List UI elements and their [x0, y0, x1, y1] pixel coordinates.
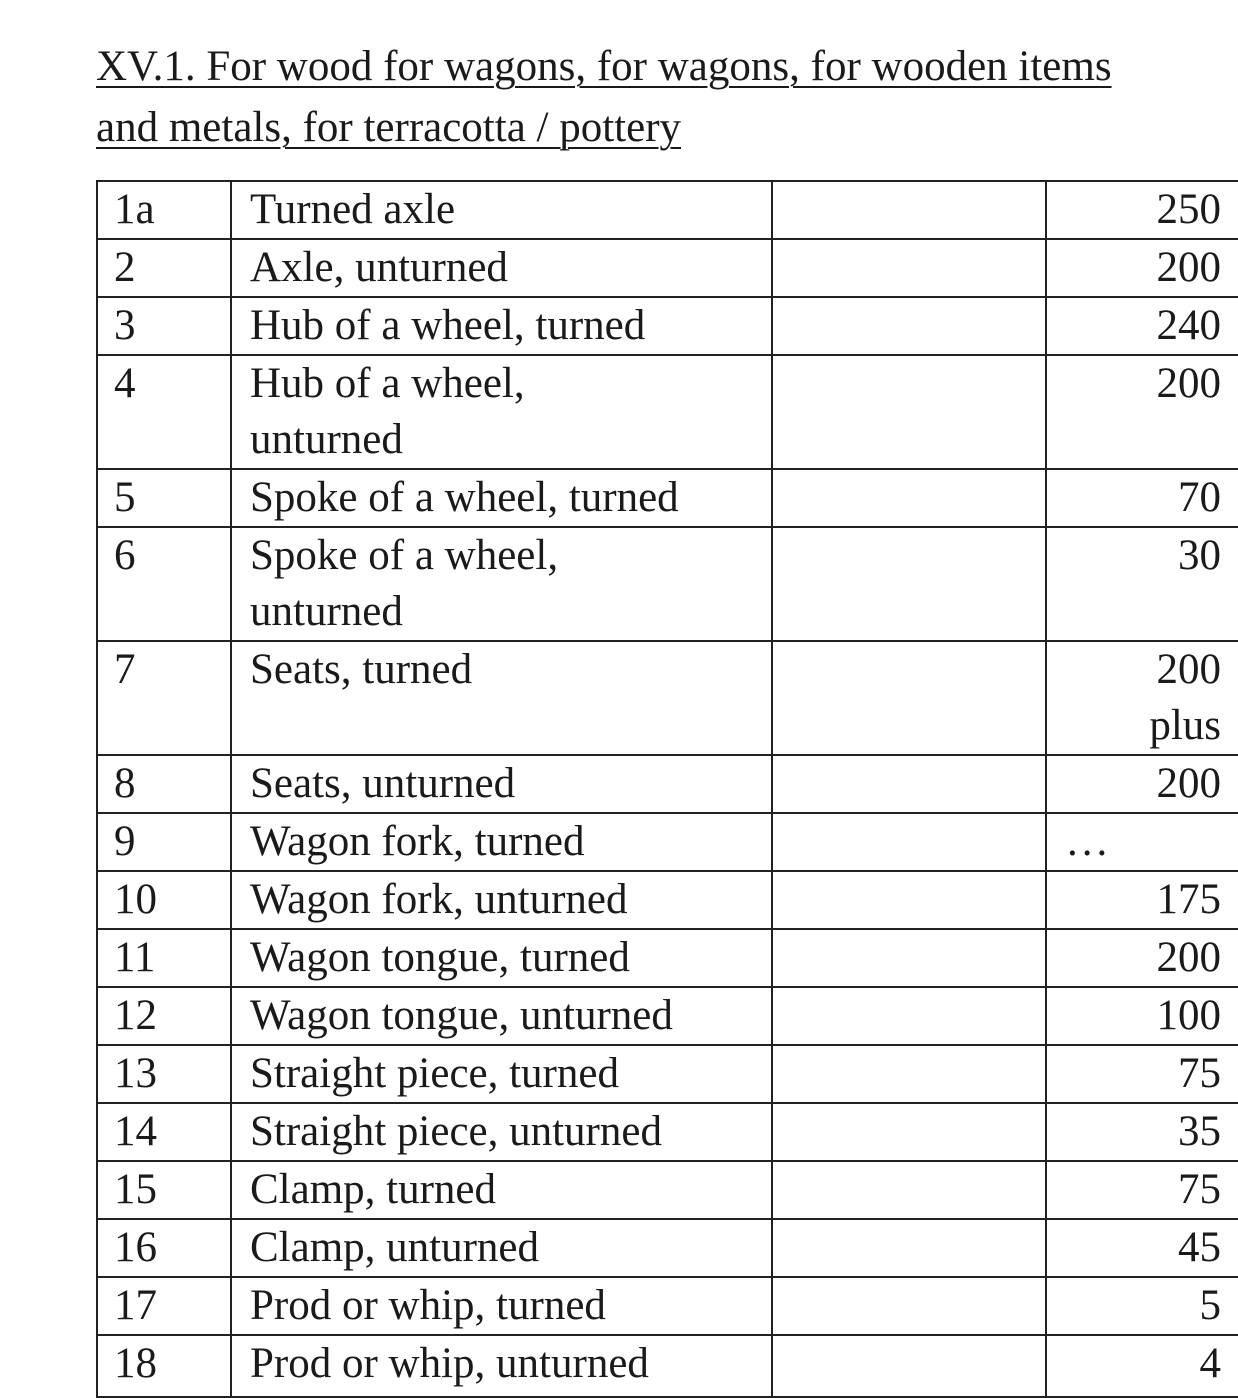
item-description-cell [231, 871, 772, 929]
table-row [97, 469, 1238, 527]
empty-cell [772, 871, 1046, 929]
price-value: 4 [1199, 1340, 1221, 1387]
item-description: Turned axle [250, 186, 456, 233]
row-number-cell: 17 [97, 1277, 231, 1335]
price-value: 75 [1178, 1166, 1221, 1213]
price-value: 240 [1156, 302, 1221, 349]
table-row [97, 527, 1238, 641]
price-cell [1046, 297, 1238, 355]
heading-line-1: XV.1. For wood for wagons, for wagons, for wooden items [96, 43, 1112, 90]
row-number-cell: 1a [97, 181, 231, 239]
item-description: Wagon tongue, turned [250, 934, 630, 981]
price-value: 35 [1178, 1108, 1221, 1155]
table-row [97, 871, 1238, 929]
price-cell [1046, 469, 1238, 527]
price-cell [1046, 181, 1238, 239]
item-description-cell [231, 1335, 772, 1397]
table-row [97, 813, 1238, 871]
row-number-cell: 4 [97, 355, 231, 469]
item-description: Clamp, unturned [250, 1224, 540, 1271]
item-description: Straight piece, turned [250, 1050, 619, 1097]
price-value: 100 [1156, 992, 1221, 1039]
empty-cell [772, 527, 1046, 641]
price-cell [1046, 987, 1238, 1045]
row-number-cell: 5 [97, 469, 231, 527]
item-description-cell [231, 1045, 772, 1103]
empty-cell [772, 1045, 1046, 1103]
item-description: Straight piece, unturned [250, 1108, 662, 1155]
item-description: Wagon fork, turned [250, 818, 585, 865]
row-number-cell: 6 [97, 527, 231, 641]
price-table [96, 180, 1238, 1398]
row-number-cell: 12 [97, 987, 231, 1045]
price-table-body [97, 181, 1238, 1397]
table-row [97, 181, 1238, 239]
price-value: 45 [1178, 1224, 1221, 1271]
price-cell [1046, 1045, 1238, 1103]
item-description-cell [231, 1219, 772, 1277]
item-description: Spoke of a wheel, turned [250, 474, 679, 521]
item-description: Hub of a wheel, turned [250, 302, 646, 349]
price-cell [1046, 1161, 1238, 1219]
empty-cell [772, 1103, 1046, 1161]
item-description-cell [231, 987, 772, 1045]
item-description-cell [231, 355, 772, 469]
row-number-cell: 14 [97, 1103, 231, 1161]
item-description: Wagon tongue, unturned [250, 992, 673, 1039]
item-description: Wagon fork, unturned [250, 876, 628, 923]
price-value: 5 [1199, 1282, 1221, 1329]
table-row [97, 1161, 1238, 1219]
item-description: Seats, unturned [250, 760, 516, 807]
row-number-cell: 3 [97, 297, 231, 355]
empty-cell [772, 1161, 1046, 1219]
item-description: Hub of a wheel, unturned [250, 360, 525, 463]
item-description: Spoke of a wheel, unturned [250, 532, 559, 635]
table-row [97, 1045, 1238, 1103]
item-description: Axle, unturned [250, 244, 508, 291]
item-description-cell [231, 1103, 772, 1161]
price-cell [1046, 239, 1238, 297]
empty-cell [772, 1277, 1046, 1335]
price-value: 75 [1178, 1050, 1221, 1097]
row-number-cell: 13 [97, 1045, 231, 1103]
row-number-cell: 15 [97, 1161, 231, 1219]
price-value: 70 [1178, 474, 1221, 521]
row-number-cell: 10 [97, 871, 231, 929]
price-value: 200 plus [1149, 646, 1221, 749]
empty-cell [772, 813, 1046, 871]
item-description-cell [231, 469, 772, 527]
price-cell [1046, 1219, 1238, 1277]
price-cell [1046, 641, 1238, 755]
item-description-cell [231, 813, 772, 871]
table-row [97, 755, 1238, 813]
item-description-cell [231, 641, 772, 755]
price-value: 250 [1156, 186, 1221, 233]
price-value: ... [1067, 818, 1112, 865]
item-description: Seats, turned [250, 646, 473, 693]
price-cell [1046, 527, 1238, 641]
item-description: Clamp, turned [250, 1166, 497, 1213]
empty-cell [772, 469, 1046, 527]
row-number-cell: 7 [97, 641, 231, 755]
heading-line-2: and metals, for terracotta / pottery [96, 104, 682, 151]
price-value: 200 [1156, 934, 1221, 981]
table-row [97, 1219, 1238, 1277]
table-row [97, 355, 1238, 469]
table-row [97, 1103, 1238, 1161]
item-description-cell [231, 929, 772, 987]
table-row [97, 239, 1238, 297]
price-cell [1046, 813, 1238, 871]
price-cell [1046, 929, 1238, 987]
price-cell [1046, 755, 1238, 813]
empty-cell [772, 1335, 1046, 1397]
row-number-cell: 16 [97, 1219, 231, 1277]
empty-cell [772, 755, 1046, 813]
price-cell [1046, 1335, 1238, 1397]
section-heading [96, 36, 1231, 158]
row-number-cell: 18 [97, 1335, 231, 1397]
empty-cell [772, 181, 1046, 239]
row-number-cell: 8 [97, 755, 231, 813]
table-row [97, 1335, 1238, 1397]
empty-cell [772, 239, 1046, 297]
item-description: Prod or whip, unturned [250, 1340, 649, 1387]
empty-cell [772, 297, 1046, 355]
item-description-cell [231, 1277, 772, 1335]
item-description-cell [231, 527, 772, 641]
price-cell [1046, 355, 1238, 469]
empty-cell [772, 929, 1046, 987]
item-description: Prod or whip, turned [250, 1282, 606, 1329]
item-description-cell [231, 181, 772, 239]
price-cell [1046, 1277, 1238, 1335]
price-value: 30 [1178, 532, 1221, 579]
item-description-cell [231, 239, 772, 297]
price-cell [1046, 1103, 1238, 1161]
table-row [97, 297, 1238, 355]
table-row [97, 987, 1238, 1045]
table-row [97, 641, 1238, 755]
table-row [97, 929, 1238, 987]
row-number-cell: 2 [97, 239, 231, 297]
price-value: 175 [1156, 876, 1221, 923]
empty-cell [772, 355, 1046, 469]
price-value: 200 [1156, 760, 1221, 807]
item-description-cell [231, 755, 772, 813]
row-number-cell: 9 [97, 813, 231, 871]
empty-cell [772, 1219, 1046, 1277]
empty-cell [772, 987, 1046, 1045]
table-row [97, 1277, 1238, 1335]
row-number-cell: 11 [97, 929, 231, 987]
price-value: 200 [1156, 244, 1221, 291]
item-description-cell [231, 297, 772, 355]
price-value: 200 [1156, 360, 1221, 407]
empty-cell [772, 641, 1046, 755]
item-description-cell [231, 1161, 772, 1219]
price-cell [1046, 871, 1238, 929]
